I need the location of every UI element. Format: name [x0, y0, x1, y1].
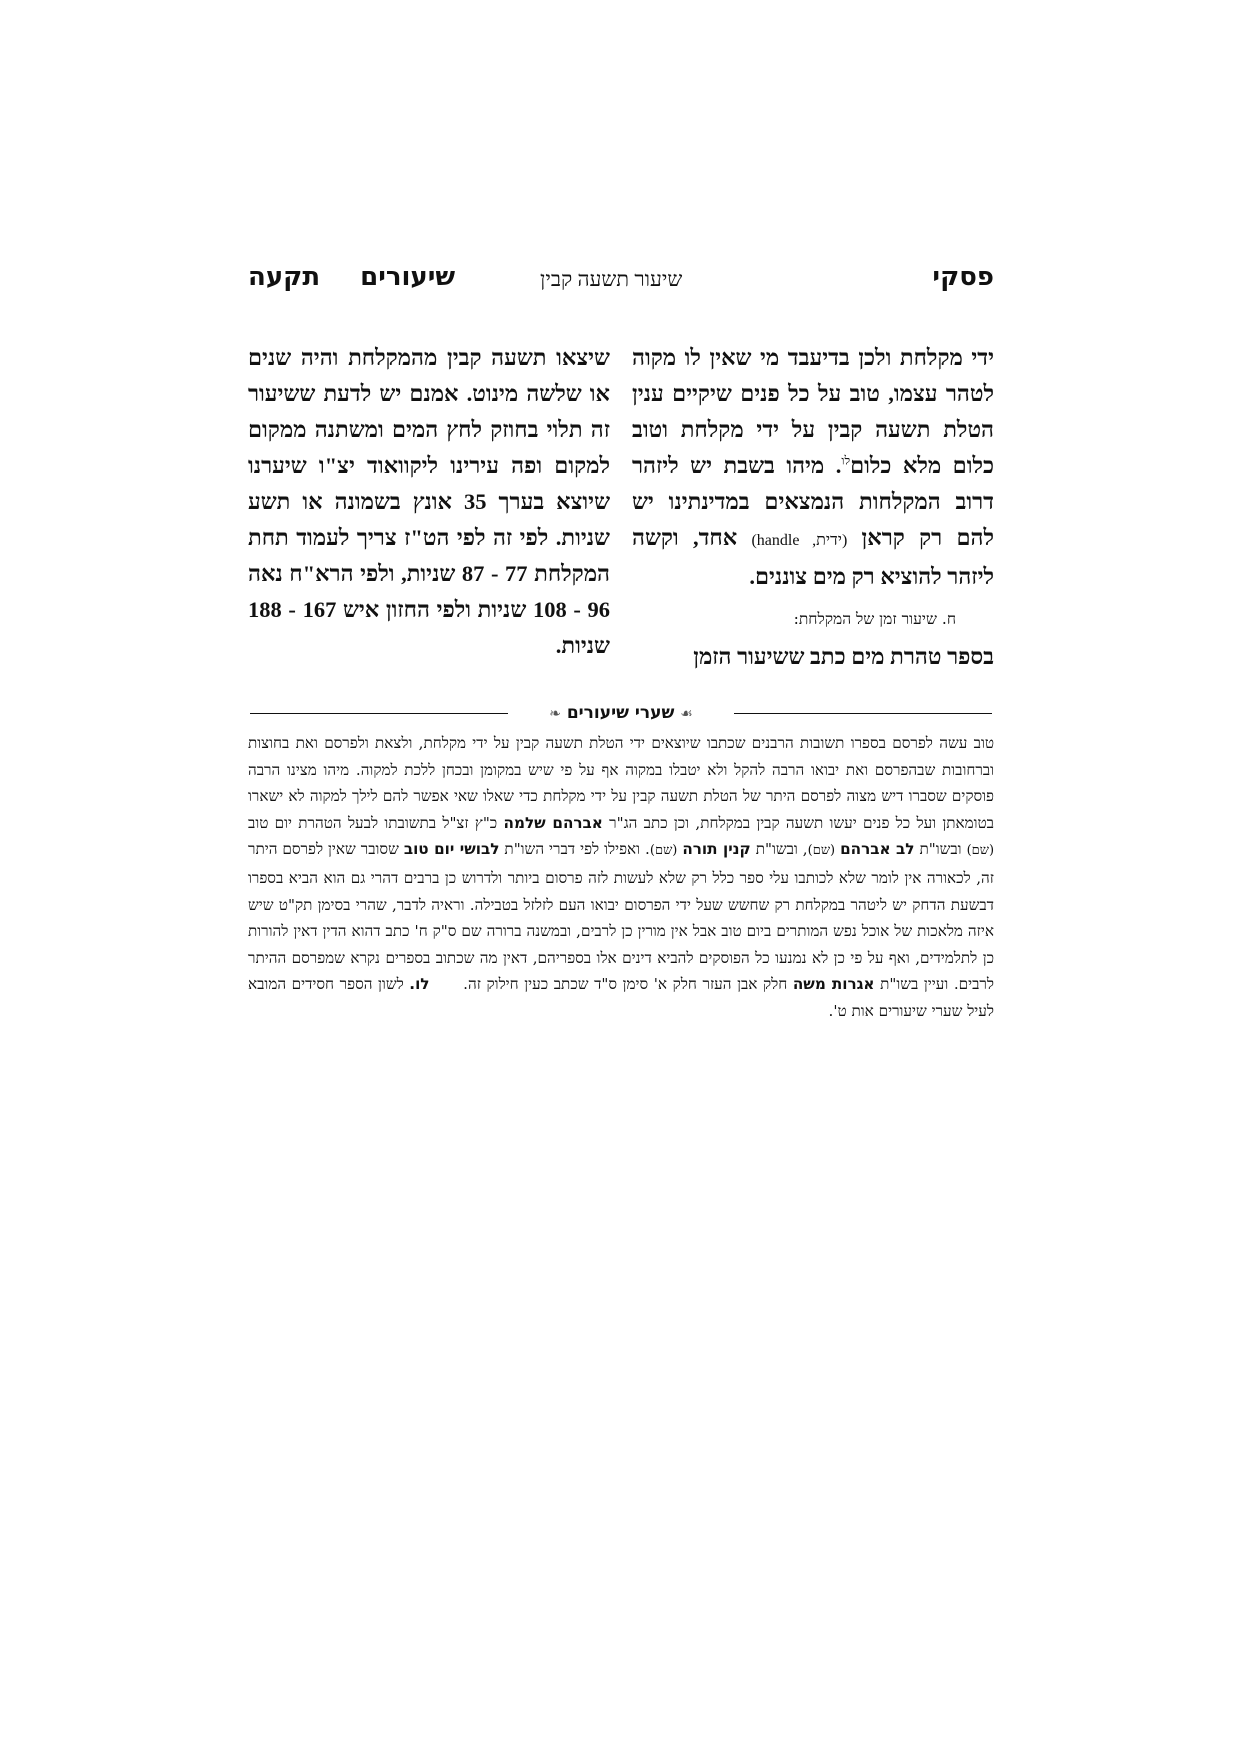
footnotes-divider — [250, 700, 992, 726]
emphasis: לב אברהם — [840, 840, 915, 859]
paragraph — [632, 340, 994, 595]
ornament-icon: ❧ — [549, 706, 561, 722]
ornament-icon: ☙ — [680, 706, 693, 722]
divider-line — [250, 713, 508, 714]
text-run: כ"ץ זצ"ל בתשובתו לבעל הטהרת יום טוב — [248, 813, 504, 832]
footnote-label: לו. — [409, 975, 430, 994]
text-run: ובשו"ת — [914, 840, 967, 859]
text-run: . ואפילו לפי דברי השו"ת — [499, 840, 650, 859]
parenthetical: (ידית, handle) — [751, 532, 848, 549]
emphasis: לבושי יום טוב — [403, 840, 500, 859]
text-run: . מיהו בשבת יש ליזהר דרוב המקלחות הנמצאים במדינתינו יש להם רק קראן — [632, 453, 994, 550]
emphasis: קנין תורה — [682, 840, 751, 859]
section-title: שיעור תשעה קבין — [540, 267, 683, 291]
footnote-reference[interactable]: לו — [841, 453, 851, 468]
main-column-left — [248, 340, 610, 664]
parenthetical: (שם) — [807, 843, 836, 859]
footnotes-title — [508, 700, 734, 727]
parenthetical: (שם) — [966, 843, 995, 859]
main-column-right — [632, 340, 994, 675]
divider-line — [734, 713, 992, 714]
text-run: לשון הספר חסידים המובא לעיל שערי שיעורים אות ט'. — [248, 975, 994, 1020]
text-run: ידי מקלחת ולכן בדיעבד מי שאין לו מקוה לטהר עצמו, טוב על כל פנים שיקיים ענין הטלת תשעה קבין על ידי מקלחת וטוב כלום מלא כלום — [632, 345, 995, 478]
footnote-text — [248, 730, 994, 1025]
emphasis: אגרות משה — [792, 975, 875, 994]
text-run: אחד, וקשה ליזהר להוציא רק מים צוננים. — [632, 525, 994, 589]
paragraph: שיצאו תשעה קבין מהמקלחת והיה שנים או שלשה מינוט. אמנם יש לדעת ששיעור זה תלוי בחוזק לחץ המים ומשתנה ממקום למקום ופה עירינו ליקוואוד יצ"ו שיערנו שיוצא בערך 35 אונץ בשמונה או תשע שניות. לפי זה לפי הט"ז צריך לעמוד תחת המקלחת 77 - 87 שניות, ולפי הרא"ח נאה 96 - 108 שניות ולפי החזון איש 167 - 188 שניות. — [248, 345, 610, 658]
topic-title: שיעורים — [360, 262, 456, 292]
emphasis: אברהם שלמה — [503, 813, 603, 832]
text-run: , ובשו"ת — [750, 840, 808, 859]
footnotes-title-text: שערי שיעורים — [566, 703, 675, 723]
text-run: שסובר שאין לפרסם היתר זה, לכאורה אין לומר שלא לכותבו עלי ספר כלל רק שלא לעשות לזה פרסום ביותר ולדרוש כן ברבים דהרי גם הוא הביא בספרו דבשעת הדחק יש ליטהר במקלחת רק שחשש שעל ידי הפרסום יבואו העם לזלזל בטבילה. וראיה לדבר, שהרי בסימן תק"ט שיש איזה מלאכות של אוכל נפש המותרים ביום טוב אבל אין מורין כן לרבים, ובמשנה ברורה שם ס"ק ח' כתב דהוא הדין דאין להורות כן לתלמידים, ואף על פי כן לא נמנעו כל הפוסקים להביא דינים אלו בספריהם, דאין מה שכתוב בספרים נקרא שמפרסם ההיתר לרבים. ועיין בשו"ת — [248, 840, 994, 994]
section-heading: ח. שיעור זמן של המקלחת: — [793, 610, 956, 628]
page-number: תקעה — [248, 262, 321, 292]
text-run: טוב עשה לפרסם בספרו תשובות הרבנים שכתבו שיוצאים ידי הטלת תשעה קבין על ידי מקלחת, ולצאת ולפרסם ואת בחוצות וברחובות שבהפרסם ואת יבואו הרבה להקל ולא יטבלו במקוה אף על פי שיש במקומן ובכחן ללכת למקוה. מיהו מצינו הרבה פוסקים שסברו דיש מצוה לפרסם היתר של הטלת תשעה קבין על ידי מקלחת כדי שאלו שאי אפשר להם לילך למקוה לא ישארו בטומאתן ועל כל פנים יעשו תשעה קבין במקלחת, וכן כתב הג"ר — [248, 734, 994, 832]
running-header — [248, 257, 994, 301]
text-run: חלק אבן העזר חלק א' סימן ס"ד שכתב כעין חילוק זה. — [463, 975, 793, 994]
parenthetical: (שם) — [649, 843, 678, 859]
header-topic-and-page — [248, 257, 455, 297]
footnotes — [248, 730, 994, 1025]
paragraph: בספר טהרת מים כתב ששיעור הזמן — [693, 644, 994, 669]
book-title: פסקי — [932, 262, 994, 292]
